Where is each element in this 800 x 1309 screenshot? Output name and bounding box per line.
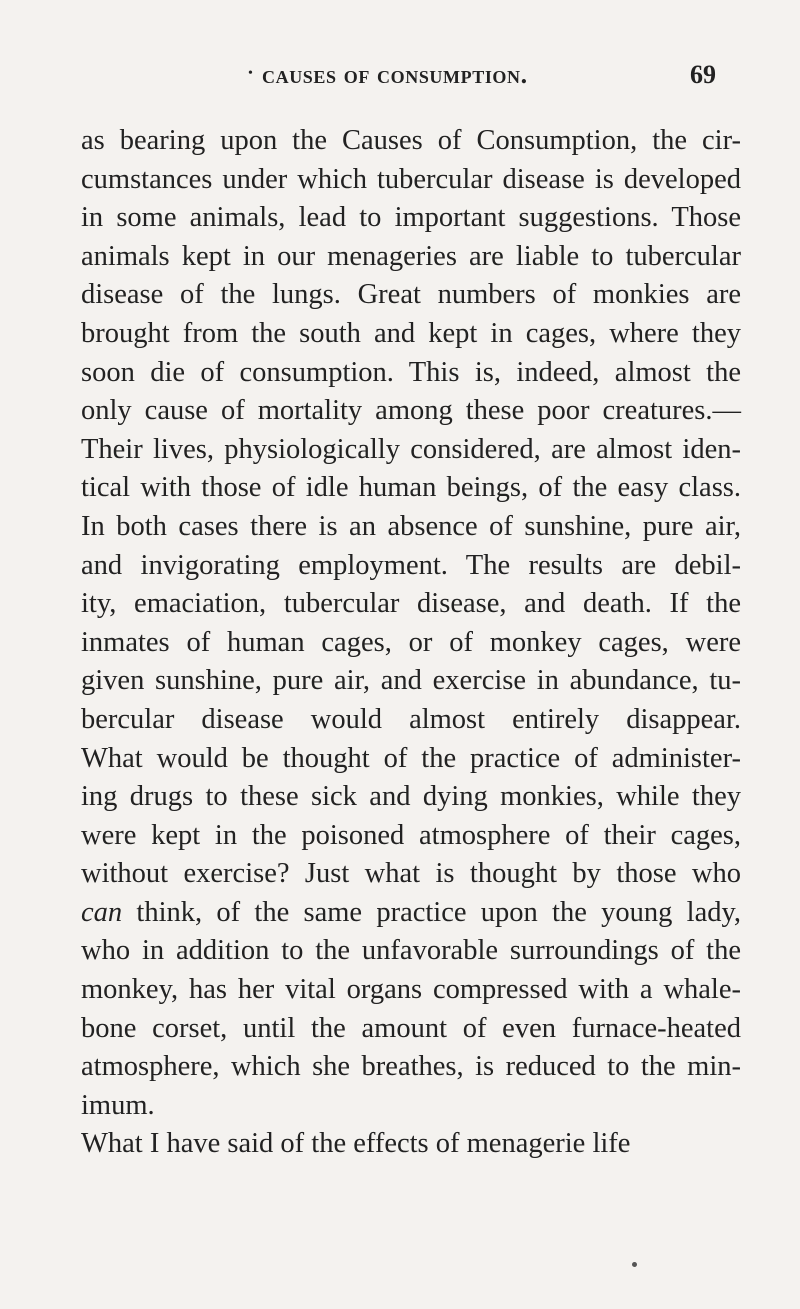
- text-line: ing drugs to these sick and dying monkies, while they: [81, 781, 741, 813]
- text-line: bone corset, until the amount of even furnace-heated: [81, 1012, 741, 1044]
- text-line: only cause of mortality among these poor creatures.—: [81, 395, 741, 427]
- text-line: without exercise? Just what is thought by those who: [81, 858, 741, 890]
- text-line: disease of the lungs. Great numbers of monkies are: [81, 279, 741, 311]
- text-line: tical with those of idle human beings, of the easy class.: [81, 472, 741, 504]
- text-line: soon die of consumption. This is, indeed, almost the: [81, 356, 741, 388]
- body-text: [81, 122, 741, 1164]
- text-line: who in addition to the unfavorable surroundings of the: [81, 935, 741, 967]
- text-line: and invigorating employment. The results are debil-: [81, 549, 741, 581]
- text-line: cumstances under which tubercular disease is developed: [81, 163, 741, 195]
- text-line: Their lives, physiologically considered, are almost iden-: [81, 433, 741, 465]
- text-line: What would be thought of the practice of administer-: [81, 742, 741, 774]
- page-number: 69: [690, 60, 716, 89]
- italic-word: can: [81, 896, 123, 928]
- text-line: brought from the south and kept in cages, where they: [81, 317, 741, 349]
- text-line: animals kept in our menageries are liable to tubercular: [81, 240, 741, 272]
- text-line: In both cases there is an absence of sunshine, pure air,: [81, 510, 741, 542]
- text-line: ity, emaciation, tubercular disease, and death. If the: [81, 588, 741, 620]
- text-line: were kept in the poisoned atmosphere of their cages,: [81, 819, 741, 851]
- text-line: bercular disease would almost entirely disappear.: [81, 703, 741, 735]
- text-line: given sunshine, pure air, and exercise in abundance, tu-: [81, 665, 741, 697]
- text-line-with-italic: [81, 894, 741, 933]
- text-line: as bearing upon the Causes of Consumption, the cir-: [81, 125, 741, 156]
- text-line: What I have said of the effects of menagerie life: [81, 1128, 631, 1160]
- print-speck: [632, 1262, 637, 1267]
- text-line: in some animals, lead to important suggestions. Those: [81, 202, 741, 234]
- running-head-title: causes of consumption.: [262, 60, 528, 89]
- ornament-bullet: •: [248, 66, 253, 81]
- running-head: [0, 60, 800, 94]
- text-line-remainder: think, of the same practice upon the young lady,: [122, 896, 741, 928]
- text-line: imum.: [81, 1089, 155, 1121]
- text-line: atmosphere, which she breathes, is reduced to the min-: [81, 1051, 741, 1083]
- text-line: inmates of human cages, or of monkey cages, were: [81, 626, 741, 658]
- text-line: monkey, has her vital organs compressed with a whale-: [81, 974, 741, 1006]
